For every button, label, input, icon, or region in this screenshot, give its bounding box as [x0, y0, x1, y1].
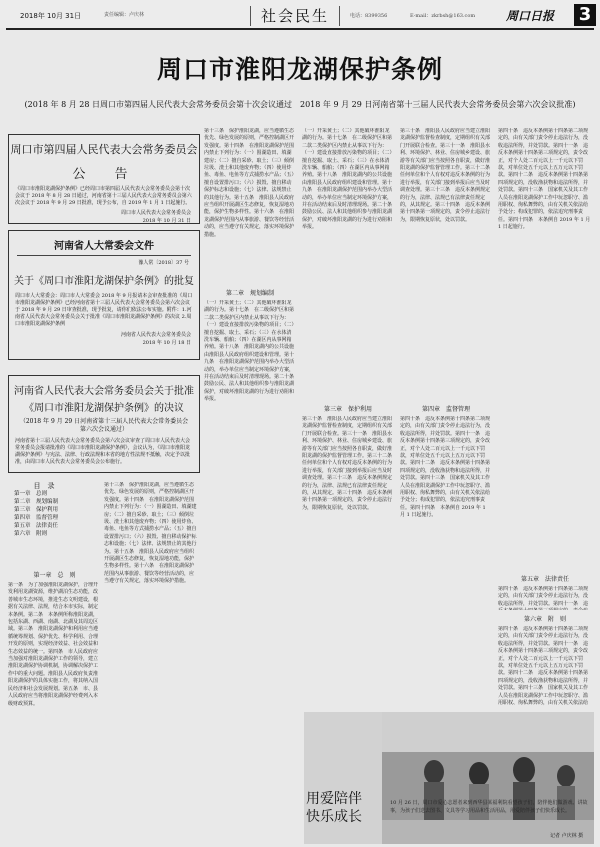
chapter-heading: 第二章 规划编制	[225, 290, 274, 297]
contact-phone: 电话：8399356	[350, 13, 388, 19]
page-header	[0, 0, 600, 28]
toc-item: 第一章 总则	[14, 491, 48, 497]
approval-body: 周口市人大常委会：周口市人大常委会 2018 年 9 月报请本会审查批准的《周口市淮阳龙湖保护条例》已经河南省第十三届人民代表大会常务委员会第六次会议于 2018 年 9 月 29 日审查批准，现予批复，请你们依法公布实施。附件：1.河南省人民代表大会常务委员会关于批准《周口市淮阳龙湖保护条例》的决议 2.周口市淮阳龙湖保护条例	[15, 293, 193, 327]
photo-caption-line-2: 快乐成长	[306, 809, 362, 825]
article-column-1: 第一条 为了加强淮阳龙湖保护，合理开发利用龙湖资源，维护湖泊生态功能，改善城市生态环境，推进生态文明建设，根据有关法律、法规，结合本市实际，制定本条例。第二条 本条例所称淮阳龙湖，包括东湖、西湖、南湖、北湖及其周边区域。第三条 淮阳龙湖保护和利用应当遵循统筹规划、保护优先、科学利用、合理开发的原则，实现经济效益、社会效益和生态效益的统一。第四条 市人民政府应当加强对淮阳龙湖保护工作的领导，建立淮阳龙湖保护协调机制，协调解决保护工作中的重大问题。淮阳县人民政府负责淮阳龙湖保护的具体实施工作，将其纳入国民经济和社会发展规划。第五条 市、县人民政府应当将淮阳龙湖保护经费列入本级财政预算。	[8, 582, 99, 707]
page-number: 3	[574, 4, 596, 26]
toc-item: 第三章 保护利用	[14, 507, 59, 513]
notice-box	[8, 134, 200, 224]
main-subtitle: (2018 年 8 月 28 日周口市第四届人民代表大会常务委员会第十次会议通过 2018 年 9 月 29 日河南省第十三届人民代表大会常务委员会第六次会议批准)	[24, 100, 576, 109]
chapter-heading: 第六章 附 则	[523, 616, 566, 623]
article-column-3: 第十三条 保护淮阳龙湖，应当遵循生态优先、绿色发展的原则，严格控制湖区开发强度。第十四条 在淮阳龙湖保护范围内禁止下列行为：（一）围湖造田、填湖建房；（二）擅自采砂、取土；（三）倾倒垃圾、渣土和其他废弃物；（四）使用炸鱼、毒鱼、电鱼等方式捕捞水产品；（五）擅自设置排污口；（六）损毁、擅自移动保护标志和设施；（七）法律、法规禁止的其他行为。第十五条 淮阳县人民政府应当组织开展湖区生态修复，恢复湿地功能，保护生物多样性。第十六条 在淮阳龙湖保护范围内从事旅游、餐饮等经营活动的，应当遵守有关规定，落实环境保护措施。	[204, 128, 295, 238]
toc-item: 第二章 规划编制	[14, 499, 59, 505]
header-rule	[6, 28, 594, 30]
chapter-heading: 第一章 总 则	[33, 572, 76, 579]
newspaper-logo: 周口日报	[506, 9, 555, 23]
chapter-heading: 第四章 监督管理	[421, 406, 470, 413]
approval-rule	[17, 255, 191, 256]
contact-email: E-mail：zkrbsh@163.com	[410, 13, 476, 19]
decision-box	[8, 375, 200, 473]
notice-signer: 周口市人民代表大会常务委员会	[120, 210, 191, 216]
editor-credit: 责任编辑：卢庆林	[104, 12, 145, 18]
toc-item: 第五章 法律责任	[14, 523, 59, 529]
approval-signer: 河南省人民代表大会常务委员会	[120, 332, 191, 338]
photo-caption-line-1: 用爱陪伴	[306, 791, 362, 807]
issue-date: 2018年 10月 31日	[20, 12, 82, 20]
main-title: 周口市淮阳龙湖保护条例	[156, 55, 443, 84]
toc-item: 第六章 附则	[14, 531, 48, 537]
chapter-heading: 第五章 法律责任	[520, 576, 569, 583]
article-column-3-cont: （一）开采黄土；（二）其他破坏淮阳龙湖的行为。第十七条 在二级保护区和第二款二类保护区内禁止从事以下行为：（一）建设直接排放污染物的项目；（二）擅自挖掘、取土、采石；（三）在水体清洗车辆、船舶；（四）在湖区内从事网箱养殖。第十八条 淮阳龙湖内的公共设施由淮阳县人民政府组织建设和管理。第十九条 在淮阳龙湖保护范围内举办大型活动的，举办单位应当制定环境保护方案，并在活动结束后及时清理现场。第二十条 鼓励公民、法人和其他组织参与淮阳龙湖保护，对破坏淮阳龙湖的行为进行劝阻和举报。	[204, 300, 295, 403]
approval-box	[8, 230, 200, 360]
article-column-4: （一）开采黄土；（二）其他破坏淮阳龙湖的行为。第十七条 在二级保护区和第二款二类保护区内禁止从事以下行为：（一）建设直接排放污染物的项目；（二）擅自挖掘、取土、采石；（三）在水体清洗车辆、船舶；（四）在湖区内从事网箱养殖。第十八条 淮阳龙湖内的公共设施由淮阳县人民政府组织建设和管理。第十九条 在淮阳龙湖保护范围内举办大型活动的，举办单位应当制定环境保护方案，并在活动结束后及时清理现场。第二十条 鼓励公民、法人和其他组织参与淮阳龙湖保护，对破坏淮阳龙湖的行为进行劝阻和举报。	[302, 128, 393, 231]
decision-heading-1: 河南省人民代表大会常务委员会关于批准	[14, 386, 194, 397]
toc-label: 目 录	[33, 482, 55, 490]
notice-label: 公 告	[72, 167, 136, 182]
approval-heading: 关于《周口市淮阳龙湖保护条例》的批复	[14, 276, 194, 287]
notice-body: 《周口市淮阳龙湖保护条例》已经周口市第四届人民代表大会常务委员会第十次会议于 2018 年 8 月 28 日通过，河南省第十三届人民代表大会常务委员会第六次会议于 2018 年 9 月 29 日批准，现予公布，自 2019 年 1 月 1 日起施行。	[15, 186, 192, 206]
toc-item: 第四章 监督管理	[14, 515, 59, 521]
article-column-5-cont: 第四十条 违反本条例第十四条第二项规定的，由有关部门责令停止违法行为，没收违法所得，并处罚款。第四十一条 违反本条例第十四条第三项规定的，责令改正，对个人处二百元以上一千元以下罚款，对单位处五千元以上五万元以下罚款。第四十二条 违反本条例第十四条第四项规定的，没收渔获物和违法所得，并处罚款。第四十三条 国家机关及其工作人员在淮阳龙湖保护工作中玩忽职守、滥用职权、徇私舞弊的，由有关机关依法给予处分；构成犯罪的，依法追究刑事责任。第四十四条 本条例自 2019 年 1 月 1 日起施行。	[400, 416, 491, 519]
section-title: 社会民生	[250, 6, 340, 26]
approval-docno: 豫人常〔2018〕37 号	[138, 260, 189, 266]
article-column-6-end: 第四十条 违反本条例第十四条第二项规定的，由有关部门责令停止违法行为，没收违法所得，并处罚款。第四十一条 违反本条例第十四条第三项规定的，责令改正，对个人处二百元以上一千元以下罚款，对单位处五千元以上五万元以下罚款。第四十二条 违反本条例第十四条第四项规定的，没收渔获物和违法所得，并处罚款。第四十三条 国家机关及其工作人员在淮阳龙湖保护工作中玩忽职守、滥用职权、徇私舞弊的，由有关机关依法给	[498, 626, 589, 706]
notice-heading: 周口市第四届人民代表大会常务委员会	[10, 143, 198, 156]
article-column-6-mid: 第四十条 违反本条例第十四条第二项规定的，由有关部门责令停止违法行为，没收违法所得，并处罚款。第四十一条 违	[498, 586, 589, 607]
photo-description: 10 月 26 日，周口市爱心志愿者来到西华县某福利院看望孩子们，陪伴他们做游戏、讲故事，为孩子们送去图书、文具等学习用品和生活用品，用爱陪伴孩子们快乐成长。	[390, 800, 588, 814]
notice-date: 2018 年 10 月 31 日	[142, 218, 191, 224]
decision-body: 河南省第十三届人民代表大会常务委员会第六次会议审查了周口市人民代表大会常务委员会报请批准的《周口市淮阳龙湖保护条例》，会议认为，《周口市淮阳龙湖保护条例》与宪法、法律、行政法规和本省的地方性法规不抵触，决定予以批准，由周口市人民代表大会常务委员会公布施行。	[15, 438, 191, 465]
article-column-2: 第十三条 保护淮阳龙湖，应当遵循生态优先、绿色发展的原则，严格控制湖区开发强度。第十四条 在淮阳龙湖保护范围内禁止下列行为：（一）围湖造田、填湖建房；（二）擅自采砂、取土；（三）倾倒垃圾、渣土和其他废弃物；（四）使用炸鱼、毒鱼、电鱼等方式捕捞水产品；（五）擅自设置排污口；（六）损毁、擅自移动保护标志和设施；（七）法律、法规禁止的其他行为。第十五条 淮阳县人民政府应当组织开展湖区生态修复，恢复湿地功能，保护生物多样性。第十六条 在淮阳龙湖保护范围内从事旅游、餐饮等经营活动的，应当遵守有关规定，落实环境保护措施。	[104, 482, 197, 585]
approval-date: 2018 年 10 月 18 日	[142, 340, 191, 346]
decision-subheading: （2018 年 9 月 29 日河南省第十三届人民代表大会常务委员会第六次会议通过）	[19, 418, 189, 433]
article-column-4-cont: 第三十条 淮阳县人民政府应当建立淮阳龙湖保护监督检查制度，定期组织有关部门开展联合检查。第三十一条 淮阳县水利、环境保护、林业、住房城乡建设、旅游等有关部门应当按照各自职责，做好淮阳龙湖的保护监督管理工作。第三十二条 任何单位和个人有权对违反本条例的行为进行举报，有关部门接到举报后应当及时调查处理。第三十三条 违反本条例规定的行为，法律、法规已有法律责任规定的，从其规定。第三十四条 违反本条例第十四条第一项规定的，责令停止违法行为，限期恢复原状，处以罚款。	[302, 416, 393, 511]
toc	[14, 482, 74, 552]
article-column-5: 第三十条 淮阳县人民政府应当建立淮阳龙湖保护监督检查制度，定期组织有关部门开展联合检查。第三十一条 淮阳县水利、环境保护、林业、住房城乡建设、旅游等有关部门应当按照各自职责，做好淮阳龙湖的保护监督管理工作。第三十二条 任何单位和个人有权对违反本条例的行为进行举报，有关部门接到举报后应当及时调查处理。第三十三条 违反本条例规定的行为，法律、法规已有法律责任规定的，从其规定。第三十四条 违反本条例第十四条第一项规定的，责令停止违法行为，限期恢复原状，处以罚款。	[400, 128, 491, 223]
article-column-6: 第四十条 违反本条例第十四条第二项规定的，由有关部门责令停止违法行为，没收违法所得，并处罚款。第四十一条 违反本条例第十四条第三项规定的，责令改正，对个人处二百元以上一千元以下罚款，对单位处五千元以上五万元以下罚款。第四十二条 违反本条例第十四条第四项规定的，没收渔获物和违法所得，并处罚款。第四十三条 国家机关及其工作人员在淮阳龙湖保护工作中玩忽职守、滥用职权、徇私舞弊的，由有关机关依法给予处分；构成犯罪的，依法追究刑事责任。第四十四条 本条例自 2019 年 1 月 1 日起施行。	[498, 128, 591, 231]
approval-org: 河南省人大常委会文件	[54, 241, 154, 252]
decision-heading-2: 《周口市淮阳龙湖保护条例》的决议	[24, 403, 184, 414]
photo-credit: 记者 卢庆林 摄	[550, 833, 584, 839]
chapter-heading: 第三章 保护利用	[323, 406, 372, 413]
photo-caption	[306, 790, 362, 826]
